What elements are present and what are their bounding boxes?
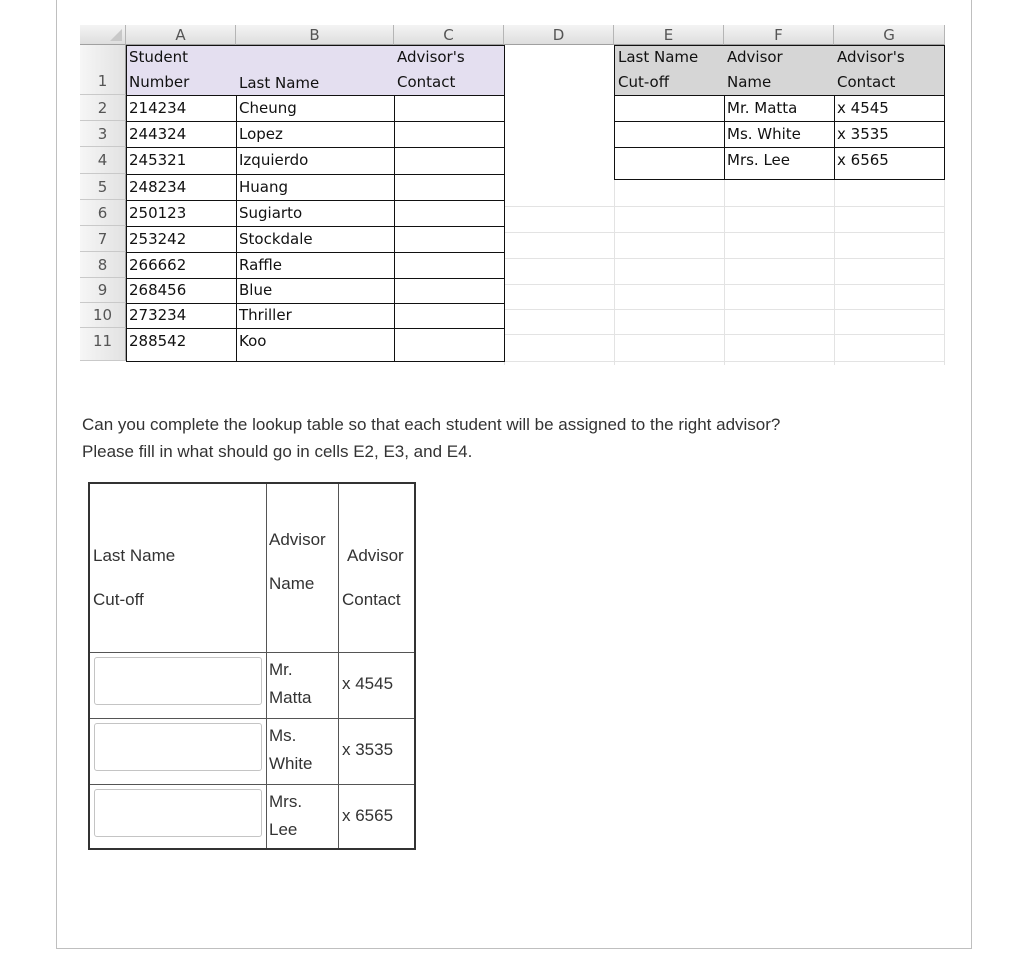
- advisor-name-row-2-line2: White: [269, 754, 313, 773]
- cutoff-input-e3[interactable]: [94, 723, 262, 771]
- cell-c7: [394, 226, 505, 253]
- cutoff-input-e4[interactable]: [94, 789, 262, 837]
- column-header-g: G: [834, 25, 945, 45]
- header-cutoff-line1: Last Name: [93, 546, 176, 565]
- cell-e1: [614, 45, 725, 96]
- cell-a5: 248234: [126, 174, 237, 201]
- advisor-contact-row-3: x 6565: [342, 806, 394, 825]
- advisor-name-row-2: [269, 722, 337, 778]
- cell-a9: 268456: [126, 278, 237, 304]
- cell-c9: [394, 278, 505, 304]
- row-header-8: 8: [80, 252, 126, 278]
- cell-g1-line1: Advisor's: [837, 48, 905, 66]
- select-all-corner: [80, 25, 126, 45]
- cell-f3: Ms. White: [724, 121, 835, 148]
- cell-g3: x 3535: [834, 121, 945, 148]
- cell-e4: [614, 147, 725, 180]
- question-text: [82, 411, 942, 465]
- cell-c6: [394, 200, 505, 227]
- row-header-2: 2: [80, 95, 126, 121]
- cell-f4: Mrs. Lee: [724, 147, 835, 180]
- header-advisor-name: [269, 518, 339, 606]
- cell-f2: Mr. Matta: [724, 95, 835, 122]
- spreadsheet-image: [80, 25, 945, 365]
- cell-e1-line2: Cut-off: [618, 73, 670, 91]
- advisor-name-row-1-line2: Matta: [269, 688, 312, 707]
- cell-a1-line1: Student: [129, 48, 189, 66]
- cell-a1: [126, 45, 237, 96]
- column-header-a: A: [126, 25, 236, 45]
- cell-b2: Cheung: [236, 95, 395, 122]
- cell-b5: Huang: [236, 174, 395, 201]
- cell-b3: Lopez: [236, 121, 395, 148]
- cell-f1: [724, 45, 835, 96]
- column-header-b: B: [236, 25, 394, 45]
- row-header-3: 3: [80, 121, 126, 147]
- cell-e3: [614, 121, 725, 148]
- advisor-name-row-3: [269, 788, 337, 844]
- cell-g4: x 6565: [834, 147, 945, 180]
- advisor-contact-row-1: x 4545: [342, 674, 394, 693]
- cell-f1-line2: Name: [727, 73, 772, 91]
- cell-f1-line1: Advisor: [727, 48, 783, 66]
- answer-table: [88, 482, 416, 850]
- cell-b8: Raffle: [236, 252, 395, 279]
- row-header-11: 11: [80, 328, 126, 361]
- column-header-e: E: [614, 25, 724, 45]
- cell-e2: [614, 95, 725, 122]
- cell-b7: Stockdale: [236, 226, 395, 253]
- header-name-line2: Name: [269, 574, 315, 593]
- cell-c1-line2: Contact: [397, 73, 456, 91]
- cell-g1-line2: Contact: [837, 73, 896, 91]
- header-cutoff-line2: Cut-off: [93, 590, 144, 609]
- cell-a8: 266662: [126, 252, 237, 279]
- cell-a4: 245321: [126, 147, 237, 175]
- header-name-line1: Advisor: [269, 530, 326, 549]
- cell-c5: [394, 174, 505, 201]
- cell-c8: [394, 252, 505, 279]
- advisor-name-row-3-line1: Mrs.: [269, 792, 303, 811]
- column-header-d: D: [504, 25, 614, 45]
- cutoff-input-e2[interactable]: [94, 657, 262, 705]
- cell-a2: 214234: [126, 95, 237, 122]
- cell-c2: [394, 95, 505, 122]
- cell-e1-line1: Last Name: [618, 48, 699, 66]
- row-header-4: 4: [80, 147, 126, 174]
- row-header-10: 10: [80, 303, 126, 328]
- cell-b1: Last Name: [236, 45, 395, 96]
- advisor-name-row-2-line1: Ms.: [269, 726, 297, 745]
- advisor-name-row-3-line2: Lee: [269, 820, 298, 839]
- row-header-6: 6: [80, 200, 126, 226]
- cell-b9: Blue: [236, 278, 395, 304]
- header-contact-line2: Contact: [342, 590, 401, 609]
- cell-c10: [394, 303, 505, 329]
- cell-a11: 288542: [126, 328, 237, 362]
- cell-c3: [394, 121, 505, 148]
- cell-c4: [394, 147, 505, 175]
- cell-c1-line1: Advisor's: [397, 48, 465, 66]
- header-advisor-contact: [342, 534, 414, 622]
- cell-c1: [394, 45, 505, 96]
- cell-a1-line2: Number: [129, 73, 190, 91]
- cell-b6: Sugiarto: [236, 200, 395, 227]
- header-last-name-cutoff: [93, 534, 263, 622]
- cell-g1: [834, 45, 945, 96]
- question-line-1: Can you complete the lookup table so that each student will be assigned to the right advisor?: [82, 415, 781, 434]
- column-header-f: F: [724, 25, 834, 45]
- cell-a6: 250123: [126, 200, 237, 227]
- cell-c11: [394, 328, 505, 362]
- cell-a3: 244324: [126, 121, 237, 148]
- cell-a7: 253242: [126, 226, 237, 253]
- cell-b4: Izquierdo: [236, 147, 395, 175]
- row-header-5: 5: [80, 174, 126, 200]
- cell-b10: Thriller: [236, 303, 395, 329]
- row-header-1: 1: [80, 45, 126, 95]
- cell-a10: 273234: [126, 303, 237, 329]
- advisor-name-row-1-line1: Mr.: [269, 660, 293, 679]
- cell-g2: x 4545: [834, 95, 945, 122]
- row-header-7: 7: [80, 226, 126, 252]
- row-header-9: 9: [80, 278, 126, 303]
- advisor-contact-row-2: x 3535: [342, 740, 394, 759]
- advisor-name-row-1: [269, 656, 337, 712]
- cell-b11: Koo: [236, 328, 395, 362]
- header-contact-line1: Advisor: [347, 546, 404, 565]
- column-header-c: C: [394, 25, 504, 45]
- question-line-2: Please fill in what should go in cells E2, E3, and E4.: [82, 442, 473, 461]
